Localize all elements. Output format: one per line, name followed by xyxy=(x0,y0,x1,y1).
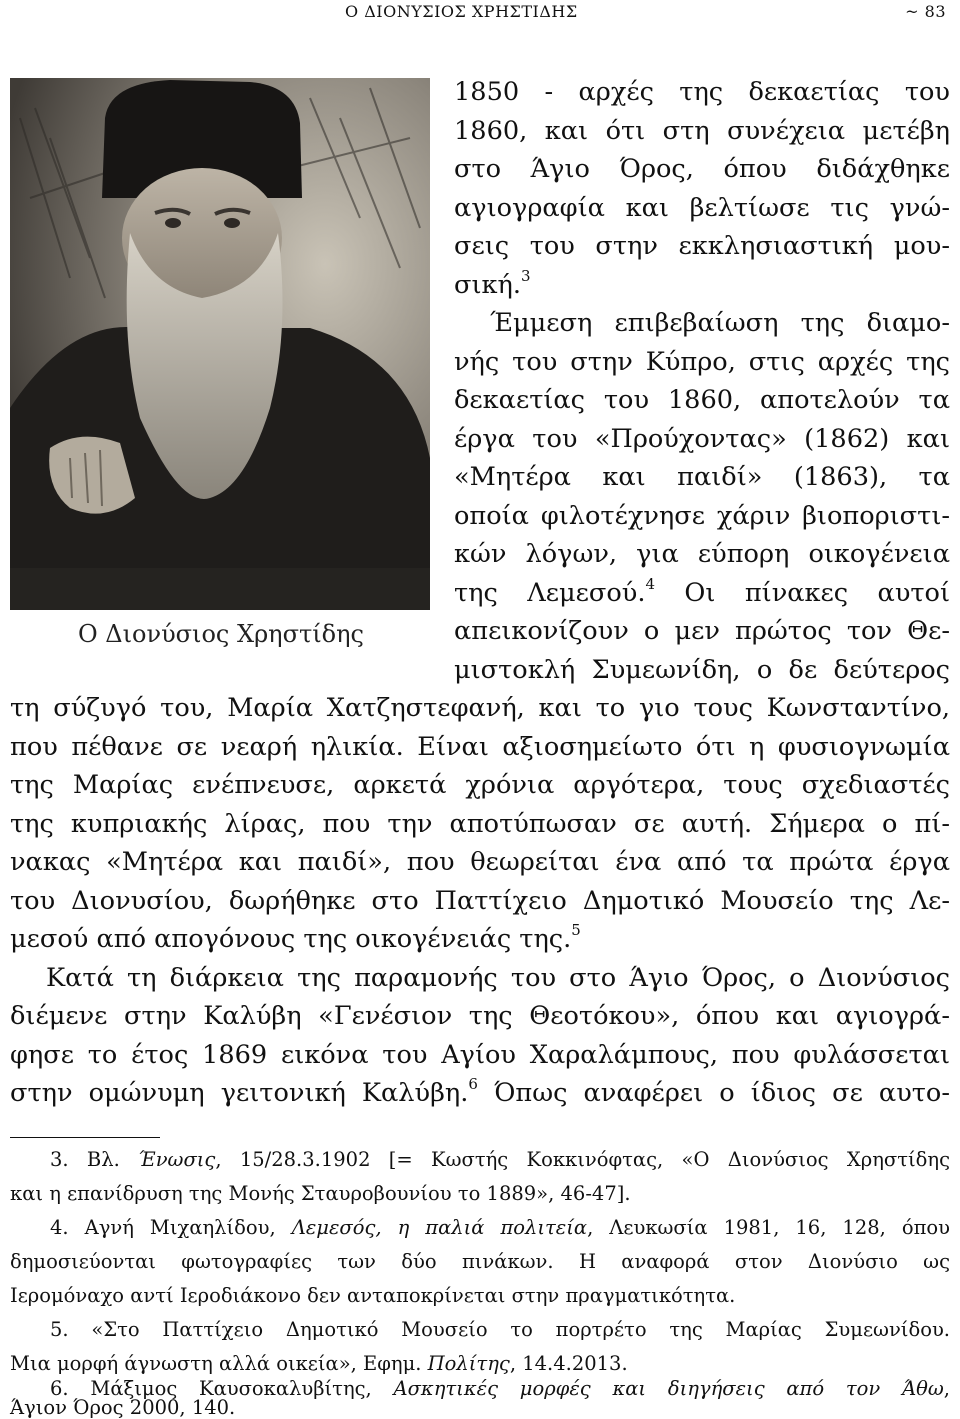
text-line: μιστοκλή Συμεωνίδη, ο δε δεύτερος xyxy=(454,655,950,685)
text-line: έργα του «Προύχοντας» (1862) και xyxy=(454,424,950,454)
text-line: σεις του στην εκκλησιαστική μου- xyxy=(454,231,950,261)
text-line: Κατά τη διάρκεια της παραμονής του στο Άγιο Όρος, ο Διονύσιος xyxy=(46,963,950,993)
text-line: της Μαρίας ενέπνευσε, αρκετά χρόνια αργότερα, τους σχεδιαστές xyxy=(10,770,950,800)
text-run: Όπως αναφέρει ο ίδιος σε αυτο- xyxy=(477,1078,950,1108)
footnote-line: Ιερομόναχο αντί Ιεροδιάκονο δεν ανταποκρίνεται στην πραγματικότητα. xyxy=(10,1284,736,1307)
footnote-line xyxy=(10,1347,950,1381)
text-line xyxy=(10,1074,950,1112)
fn-italic: Πολίτης xyxy=(427,1352,510,1375)
fn-text: 3. Βλ. xyxy=(50,1148,139,1171)
text-run: Οι πίνακες αυτοί xyxy=(655,578,950,608)
footnote-4 xyxy=(10,1211,950,1245)
text-line xyxy=(10,920,950,958)
fn-text: Μια μορφή άγνωστη αλλά οικεία», Εφημ. xyxy=(10,1352,428,1375)
text-line: νής του στην Κύπρο, στις αρχές της xyxy=(454,347,950,377)
text-line: διέμενε στην Καλύβη «Γενέσιον της Θεοτόκου», όπου και αγιογρά- xyxy=(10,1001,950,1031)
text-line: κών λόγων, για εύπορη οικογένεια xyxy=(454,539,950,569)
fn-text: , xyxy=(943,1377,950,1400)
text-run: στην ομώνυμη γειτονική Καλύβη. xyxy=(10,1078,469,1108)
text-line: στο Άγιο Όρος, όπου διδάχθηκε xyxy=(454,154,950,184)
text-line: Έμμεση επιβεβαίωση της διαμο- xyxy=(490,308,950,338)
fn-text: , 14.4.2013. xyxy=(509,1352,628,1375)
text-line xyxy=(454,266,950,304)
footnote-ref: 5 xyxy=(571,921,581,939)
footnote-ref: 3 xyxy=(520,267,531,285)
fn-text: 4. Αγνή Μιχαηλίδου, xyxy=(50,1216,292,1239)
text-line: 1850 - αρχές της δεκαετίας του xyxy=(454,77,950,107)
text-line: δεκαετίας του 1860, αποτελούν τα xyxy=(454,385,950,415)
fn-text: , Λευκωσία 1981, 16, 128, όπου xyxy=(587,1216,950,1239)
text-line: 1860, και ότι στη συνέχεια μετέβη xyxy=(454,116,950,146)
text-line: φησε το έτος 1869 εικόνα του Αγίου Χαραλάμπους, που φυλάσσεται xyxy=(10,1040,950,1070)
text-run: σική. xyxy=(454,270,521,300)
footnote-separator xyxy=(10,1137,160,1138)
text-line: αγιογραφία και βελτίωσε τις γνώ- xyxy=(454,193,950,223)
text-line xyxy=(454,574,950,612)
text-line: απεικονίζουν ο μεν πρώτος τον Θε- xyxy=(454,616,950,646)
fn-text: , 15/28.3.1902 [= Κωστής Κοκκινόφτας, «Ο Διονύσιος Χρηστίδης xyxy=(215,1148,950,1171)
photo-caption: Ο Διονύσιος Χρηστίδης xyxy=(78,620,364,648)
text-line: του Διονυσίου, δωρήθηκε στο Παττίχειο Δημοτικό Μουσείο της Λε- xyxy=(10,886,950,916)
footnote-line: δημοσιεύονται φωτογραφίες των δύο πινάκων. Η αναφορά στον Διονύσιο ως xyxy=(10,1250,950,1273)
running-header xyxy=(0,0,960,24)
footnote-line: και η επανίδρυση της Μονής Σταυροβουνίου το 1889», 46-47]. xyxy=(10,1182,631,1205)
footnote-ref: 4 xyxy=(645,575,655,593)
text-line: νακας «Μητέρα και παιδί», που θεωρείται ένα από τα πρώτα έργα xyxy=(10,847,950,877)
text-line: τη σύζυγό του, Μαρία Χατζηστεφανή, και το γιο τους Κωνσταντίνο, xyxy=(10,693,950,723)
text-line: «Μητέρα και παιδί» (1863), τα xyxy=(454,462,950,492)
portrait-photo xyxy=(10,78,430,610)
fn-text: 6. Μάξιμος Καυσοκαλυβίτης, xyxy=(50,1377,394,1400)
text-run: μεσού από απογόνους της οικογένειάς της. xyxy=(10,924,572,954)
text-run: της Λεμεσού. xyxy=(454,578,646,608)
page-number: ~ 83 xyxy=(905,2,946,21)
footnote-line: Άγιον Όρος 2000, 140. xyxy=(10,1396,236,1419)
fn-italic: Λεμεσός, η παλιά πολιτεία xyxy=(291,1216,588,1239)
fn-italic: Ασκητικές μορφές και διηγήσεις από τον Άθω xyxy=(393,1377,944,1400)
text-line: οποία φιλοτέχνησε χάριν βιοποριστι- xyxy=(454,501,950,531)
fn-italic: Ένωσις xyxy=(138,1148,216,1171)
footnote-5: 5. «Στο Παττίχειο Δημοτικό Μουσείο το πορτρέτο της Μαρίας Συμεωνίδου. xyxy=(50,1318,950,1341)
footnote-ref: 6 xyxy=(468,1075,478,1093)
text-line: που πέθανε σε νεαρή ηλικία. Είναι αξιοσημείωτο ότι η φυσιογνωμία xyxy=(10,732,950,762)
footnote-3 xyxy=(10,1143,950,1177)
running-title: Ο ΔΙΟΝΥΣΙΟΣ ΧΡΗΣΤΙΔΗΣ xyxy=(345,2,578,21)
text-line: της κυπριακής λίρας, που την αποτύπωσαν σε αυτή. Σήμερα ο πί- xyxy=(10,809,950,839)
